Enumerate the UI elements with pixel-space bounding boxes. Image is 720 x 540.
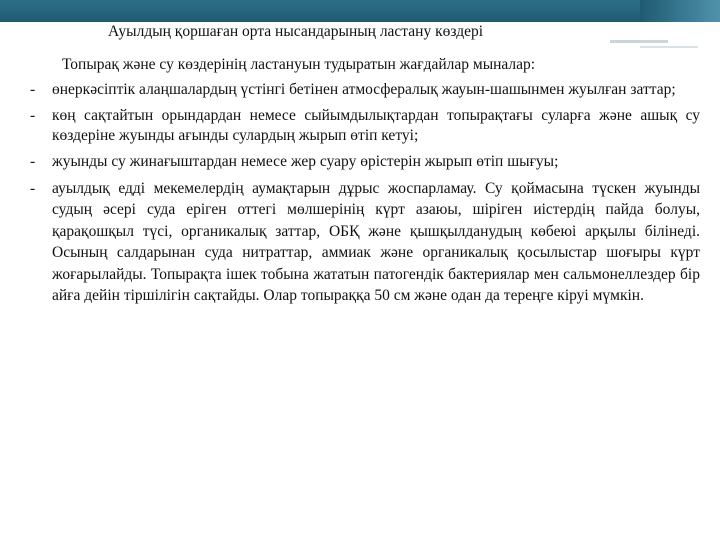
list-item <box>30 178 700 306</box>
list-item <box>30 152 700 172</box>
list-item <box>30 106 700 146</box>
intro-text: Топырақ және су көздерінің ластануын тудыратын жағдайлар мыналар: <box>62 56 536 73</box>
header-band-accent <box>640 0 720 22</box>
list-item-text: өнеркәсіптік алаңшалардың үстінгі бетінен атмосфералық жауын-шашынмен жуылған заттар; <box>52 81 676 98</box>
list-item-text: ауылдық едді мекемелердің аумақтарын дұрыс жоспарламау. Су қоймасына түскен жуынды судың әсері суда еріген оттегі мөлшерінің күрт азаюы, шіріген иістердің пайда болуы, қарақошқыл түсі, органикалық заттар, ОБҚ және қышқылданудың көбеюі арқылы білінеді. Осының салдарынан суда нитраттар, аммиак және органикалық қосылыстар шоғыры күрт жоғарылайды. Топырақта ішек тобына жататын патогендік бактериялар мен сальмонеллездер бір айға дейін тіршілігін сақтайды. Олар топыраққа 50 см және одан да тереңге кіруі мүмкін. <box>52 180 700 305</box>
list-item <box>30 80 700 100</box>
header-band <box>0 0 720 22</box>
slide-title: Ауылдың қоршаған орта нысандарының ластану көздері <box>108 23 484 40</box>
bullet-marker: - <box>30 107 36 124</box>
decorative-line <box>640 46 698 48</box>
list-item-text: көң сақтайтын орындардан немесе сыйымдылықтардан топырақтағы суларға және ашық су көздеріне жуынды ағынды сулардың жырып өтіп кетуі; <box>52 107 700 144</box>
bullet-marker: - <box>30 81 36 98</box>
list-item-text: жуынды су жинағыштардан немесе жер суару өрістерін жырып өтіп шығуы; <box>52 153 559 170</box>
bullet-marker: - <box>30 180 36 197</box>
bullet-list <box>30 80 700 312</box>
bullet-marker: - <box>30 153 36 170</box>
